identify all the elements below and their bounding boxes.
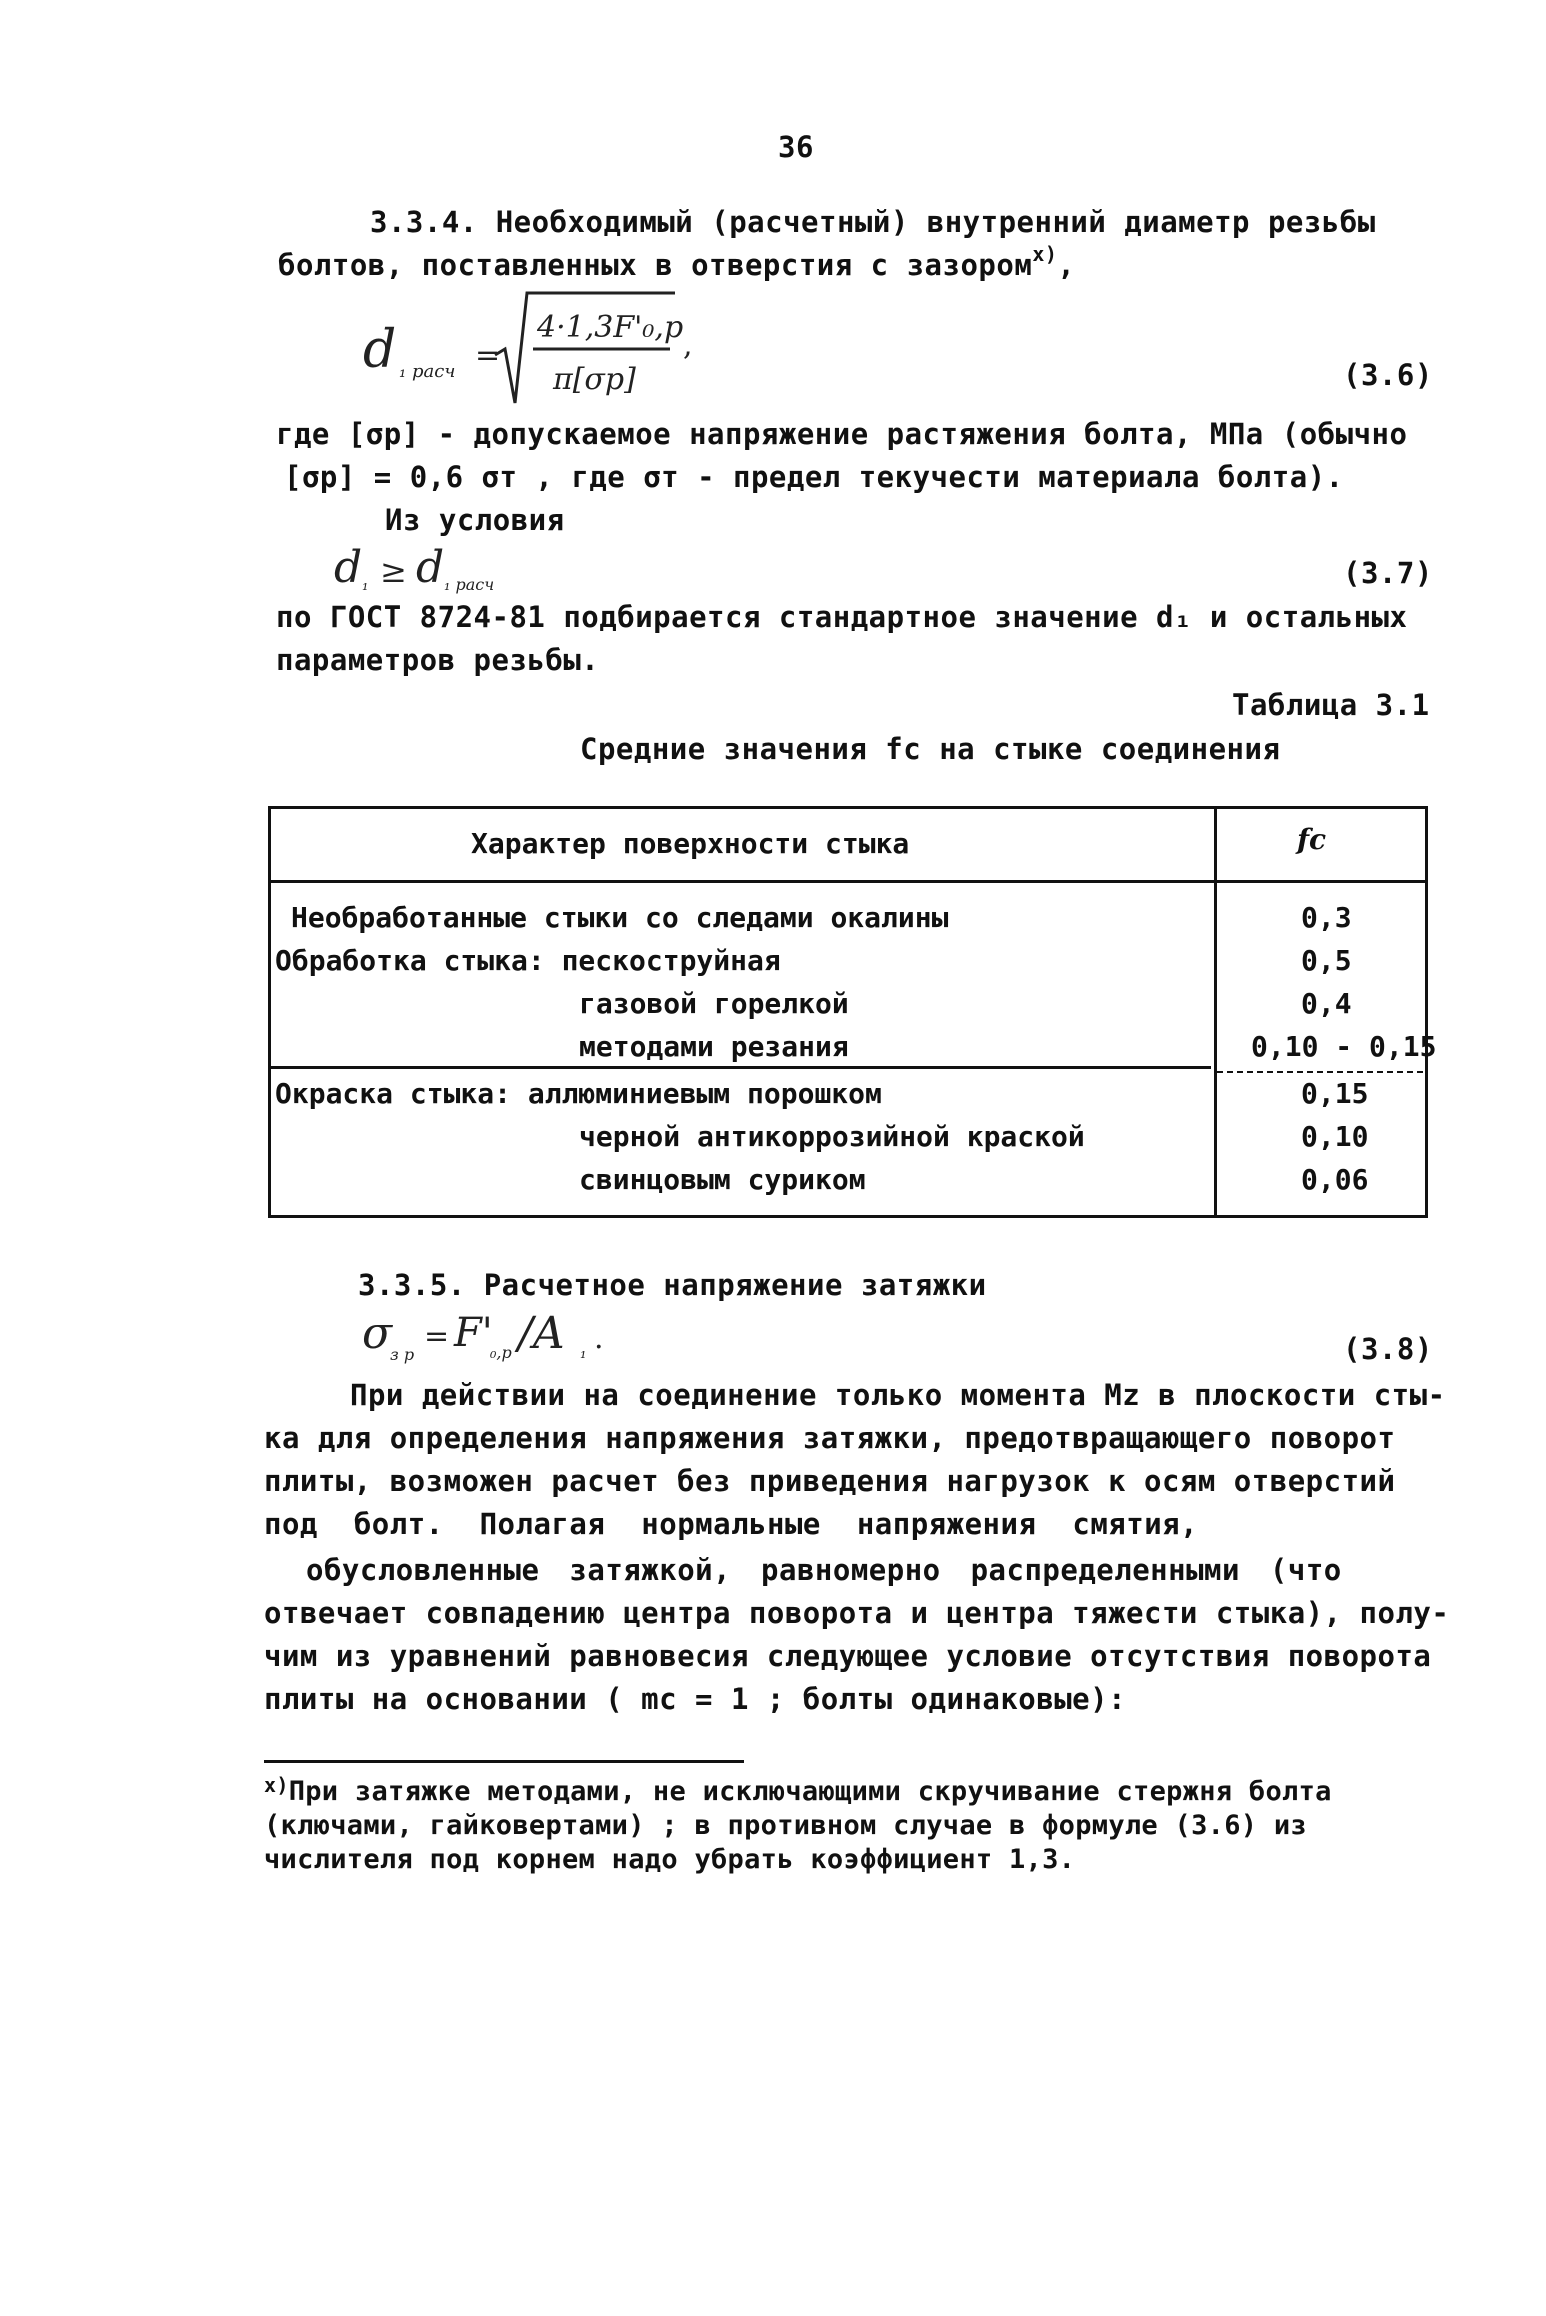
formula-3-6 [355, 285, 715, 415]
table-row-5-value: 0,15 [1301, 1077, 1369, 1110]
table-group-divider-value [1217, 1071, 1423, 1073]
svg-text:₀,р: ₀,р [490, 1343, 512, 1362]
footnote-rule [264, 1760, 744, 1763]
svg-text:π[σр]: π[σр] [553, 362, 636, 397]
table-caption: Средние значения fс на стыке соединения [580, 732, 1281, 766]
formula-3-7 [330, 538, 590, 598]
footnote-line-3: числителя под корнем надо убрать коэффициент 1,3. [264, 1844, 1076, 1875]
formula-3-8-drawing [358, 1300, 658, 1370]
svg-text:₁: ₁ [362, 575, 369, 594]
condition-intro: Из условия [385, 503, 565, 537]
table-group-divider [271, 1066, 1211, 1069]
svg-text:=: = [424, 1319, 450, 1354]
table-row-3-desc: газовой горелкой [579, 987, 849, 1020]
section-335-title: 3.3.5. Расчетное напряжение затяжки [358, 1268, 987, 1302]
footnote-line-2: (ключами, гайковертами) ; в противном случае в формуле (3.6) из [264, 1810, 1307, 1841]
svg-text:₁ расч: ₁ расч [444, 575, 495, 594]
section-334-line2-text: болтов, поставленных в отверстия с зазором [278, 248, 1033, 282]
footnote-marker: x) [1032, 242, 1058, 266]
svg-text:₁: ₁ [580, 1343, 587, 1362]
para-line-7: чим из уравнений равновесия следующее условие отсутствия поворота [264, 1639, 1432, 1673]
table-row-6-value: 0,10 [1301, 1120, 1369, 1153]
para-line-6: отвечает совпадению центра поворота и центра тяжести стыка), полу- [264, 1596, 1450, 1630]
section-334-line1: 3.3.4. Необходимый (расчетный) внутренний диаметр резьбы [370, 205, 1376, 239]
table-row-7-desc: свинцовым суриком [579, 1163, 866, 1196]
gost-line2: параметров резьбы. [276, 643, 600, 677]
table-column-divider [1214, 883, 1217, 1215]
para-line-3: плиты, возможен расчет без приведения нагрузок к осям отверстий [264, 1464, 1396, 1498]
para-line-8: плиты на основании ( mс = 1 ; болты одинаковые): [264, 1682, 1127, 1716]
gost-line1: по ГОСТ 8724-81 подбирается стандартное значение d₁ и остальных [276, 600, 1408, 634]
friction-table [268, 806, 1437, 1218]
svg-text:d: d [363, 320, 397, 380]
svg-text:=: = [475, 338, 501, 373]
where-line2: [σр] = 0,6 σт , где σт - предел текучести материала болта). [284, 460, 1344, 494]
svg-text:₁ расч: ₁ расч [399, 361, 456, 382]
footnote-line-1 [264, 1773, 1332, 1807]
formula-3-8-number: (3.8) [1343, 1332, 1433, 1366]
footnote-line-1-text: При затяжке методами, не исключающими скручивание стержня болта [288, 1776, 1332, 1807]
formula-3-6-number: (3.6) [1343, 358, 1433, 392]
table-label: Таблица 3.1 [1232, 688, 1430, 722]
table-header-col2 [1217, 809, 1425, 883]
svg-text:4·1,3F'₀,р: 4·1,3F'₀,р [537, 310, 684, 345]
para-line-4: под болт. Полагая нормальные напряжения смятия, [264, 1507, 1199, 1541]
table-row-5-desc: Окраска стыка: аллюминиевым порошком [275, 1077, 882, 1110]
table-row-2-value: 0,5 [1301, 944, 1352, 977]
formula-3-7-number: (3.7) [1343, 556, 1433, 590]
table-row-7-value: 0,06 [1301, 1163, 1369, 1196]
table-row-2-desc: Обработка стыка: пескоструйная [275, 944, 781, 977]
svg-text:≥: ≥ [380, 552, 407, 590]
svg-text:d: d [334, 542, 363, 593]
table-header-col2-text: fс [1297, 823, 1327, 856]
formula-3-6-drawing [355, 285, 715, 415]
svg-text:F': F' [454, 1310, 493, 1356]
formula-3-8 [358, 1300, 658, 1370]
table-row-4-desc: методами резания [579, 1030, 849, 1063]
svg-text:σ: σ [362, 1308, 393, 1359]
table-row-6-desc: черной антикоррозийной краской [579, 1120, 1085, 1153]
svg-text:d: d [416, 542, 445, 593]
table-row-1-value: 0,3 [1301, 901, 1352, 934]
svg-text:.: . [594, 1321, 604, 1356]
svg-text:,: , [683, 328, 693, 363]
para-line-1: При действии на соединение только момента Mz в плоскости сты- [350, 1378, 1446, 1412]
page-number: 36 [778, 130, 814, 164]
where-line1: где [σр] - допускаемое напряжение растяжения болта, МПа (обычно [276, 417, 1408, 451]
svg-text:з р: з р [390, 1345, 415, 1364]
section-334-line2 [278, 242, 1076, 282]
footnote-mark: x) [264, 1773, 289, 1797]
table-row-3-value: 0,4 [1301, 987, 1352, 1020]
table-row-4-value: 0,10 - 0,15 [1251, 1030, 1437, 1063]
table-header-col1 [271, 809, 1217, 883]
table-row-1-desc: Необработанные стыки со следами окалины [291, 901, 949, 934]
svg-text:/A: /A [518, 1308, 565, 1359]
section-334-line2-end: , [1057, 248, 1076, 282]
formula-3-7-drawing [330, 538, 590, 598]
para-line-2: ка для определения напряжения затяжки, предотвращающего поворот [264, 1421, 1396, 1455]
table-header-col1-text: Характер поверхности стыка [471, 827, 910, 860]
para-line-5: обусловленные затяжкой, равномерно распределенными (что [306, 1553, 1342, 1587]
